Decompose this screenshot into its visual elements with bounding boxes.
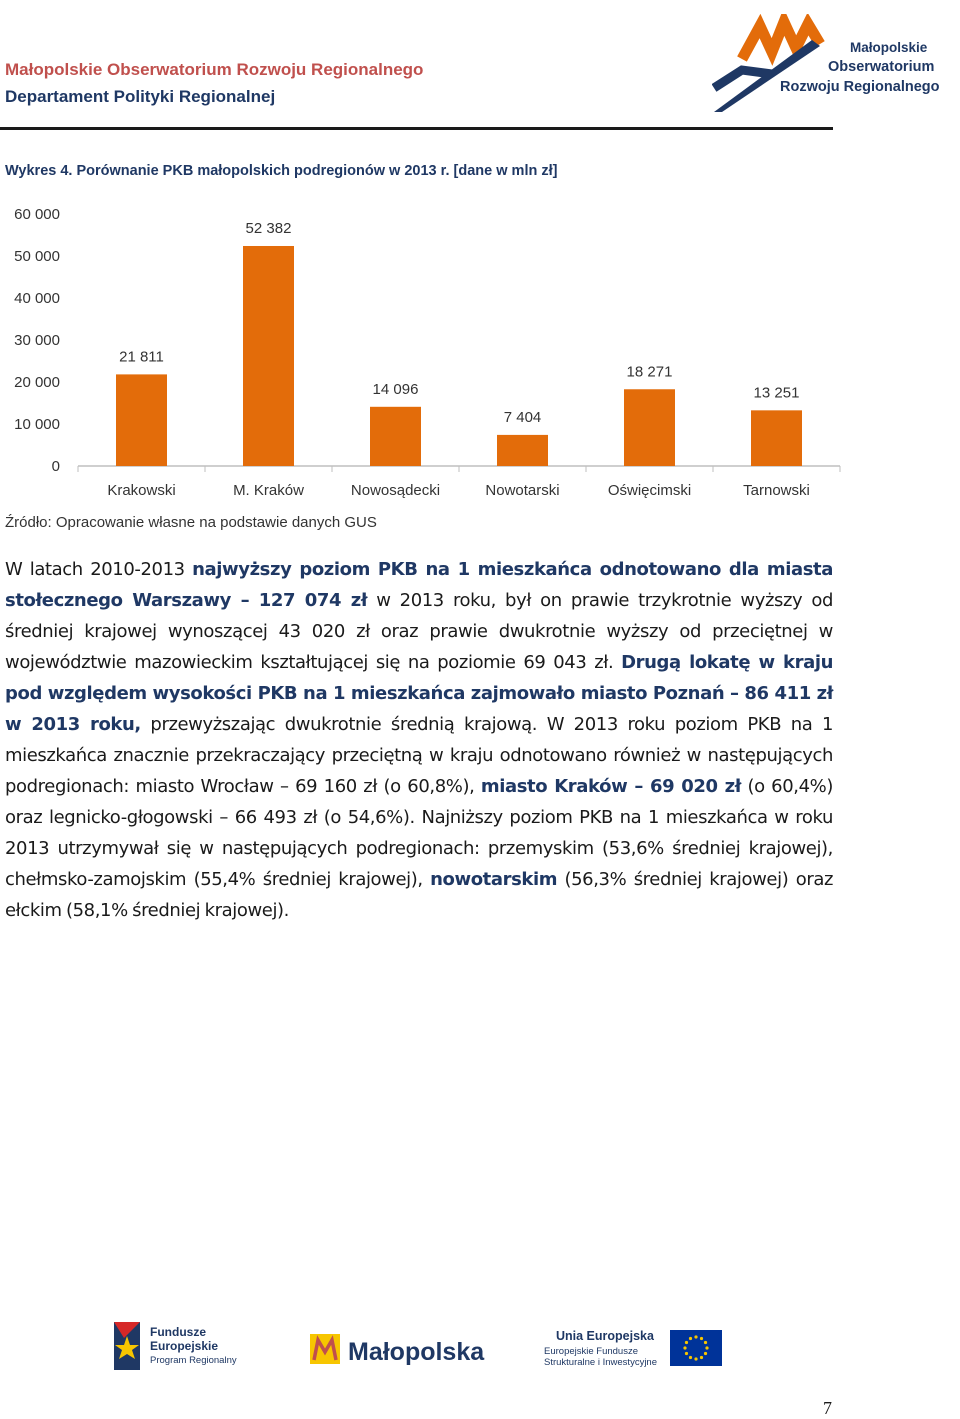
page-number: 7 xyxy=(823,1398,832,1418)
body-text-5: (56,3% średniej krajowej) oraz ełckim (58,1% średniej krajowej). xyxy=(5,869,833,921)
eu-star-icon xyxy=(694,1357,697,1360)
bar-2 xyxy=(370,407,421,466)
eu-star-icon xyxy=(704,1341,707,1344)
fundusze-europejskie-logo xyxy=(114,1322,237,1370)
x-tick-label: M. Kraków xyxy=(233,482,304,499)
malopolska-logo xyxy=(310,1334,485,1366)
chart-source: Źródło: Opracowanie własne na podstawie danych GUS xyxy=(5,514,377,531)
body-paragraph xyxy=(5,554,833,926)
header-rule xyxy=(0,127,833,130)
bar-4 xyxy=(624,389,675,466)
ue-line-3: Strukturalne i Inwestycyjne xyxy=(544,1357,657,1368)
y-tick-label: 50 000 xyxy=(14,248,60,265)
body-text-bold-3: miasto Kraków – 69 020 zł xyxy=(480,776,741,797)
y-tick-label: 60 000 xyxy=(14,206,60,223)
ue-line-1: Unia Europejska xyxy=(556,1329,654,1343)
eu-star-icon xyxy=(685,1341,688,1344)
y-tick-label: 20 000 xyxy=(14,374,60,391)
fe-line-3: Program Regionalny xyxy=(150,1355,237,1366)
body-text-4: (o 60,4%) oraz legnicko-głogowski – 66 493 zł (o 54,6%). Najniższy poziom PKB na 1 mieszkańca w roku 2013 utrzymywał się w następujących podregionach: przemyskim (53,6% średniej krajowej), chełmsko-zamojskim (55,4% średniej krajowej), xyxy=(5,776,833,890)
ue-line-2: Europejskie Fundusze xyxy=(544,1346,638,1357)
eu-star-icon xyxy=(685,1352,688,1355)
body-text-2: w 2013 roku, był on prawie trzykrotnie wyższy od średniej krajowej wynoszącej 43 020 zł oraz prawie dwukrotnie wyższy od przeciętnej w województwie mazowieckim kształtującej się na poziomie 69 043 zł. xyxy=(5,590,833,673)
x-tick-label: Oświęcimski xyxy=(607,482,692,499)
y-tick-label: 10 000 xyxy=(14,416,60,433)
eu-star-icon xyxy=(683,1346,686,1349)
data-label: 52 382 xyxy=(245,219,292,237)
header-organization: Małopolskie Obserwatorium Rozwoju Regionalnego xyxy=(5,60,424,79)
body-text-3: przewyższając dwukrotnie średnią krajową. W 2013 roku poziom PKB na 1 mieszkańca znacznie przekraczający przeciętną w kraju odnotowano również w następujących podregionach: miasto Wrocław – 69 160 zł (o 60,8%), xyxy=(5,714,833,797)
body-text-bold-1: najwyższy poziom PKB na 1 mieszkańca odnotowano dla miasta stołecznego Warszawy – 127 074 zł xyxy=(5,559,833,611)
body-text-bold-4: nowotarskim xyxy=(430,869,558,890)
eu-star-icon xyxy=(705,1346,708,1349)
body-text-bold-2: Drugą lokatę w kraju pod względem wysokości PKB na 1 mieszkańca zajmowało miasto Poznań – 86 411 zł w 2013 roku, xyxy=(5,652,833,735)
fe-line-2: Europejskie xyxy=(150,1339,219,1353)
bar-5 xyxy=(751,410,802,466)
data-label: 21 811 xyxy=(119,348,164,366)
data-label: 14 096 xyxy=(372,380,419,398)
body-text-1: W latach 2010-2013 xyxy=(5,559,193,580)
bar-1 xyxy=(243,246,294,466)
logo-line-2: Obserwatorium xyxy=(828,59,935,75)
chart-caption: Wykres 4. Porównanie PKB małopolskich podregionów w 2013 r. [dane w mln zł] xyxy=(5,163,558,179)
bar-3 xyxy=(497,435,548,466)
logo-line-3: Rozwoju Regionalnego xyxy=(780,79,940,95)
data-label: 13 251 xyxy=(753,384,800,402)
y-tick-label: 40 000 xyxy=(14,290,60,307)
y-tick-label: 0 xyxy=(51,458,60,475)
x-tick-label: Krakowski xyxy=(107,482,176,499)
header-department: Departament Polityki Regionalnej xyxy=(5,87,276,106)
logo-line-1: Małopolskie xyxy=(850,40,928,55)
x-tick-label: Nowotarski xyxy=(485,482,560,499)
bar-chart xyxy=(0,195,850,505)
eu-star-icon xyxy=(689,1337,692,1340)
fe-line-1: Fundusze xyxy=(150,1325,206,1339)
eu-star-icon xyxy=(700,1356,703,1359)
bar-0 xyxy=(116,374,167,466)
eu-star-icon xyxy=(704,1352,707,1355)
malopolska-text: Małopolska xyxy=(348,1338,485,1366)
eu-star-icon xyxy=(700,1337,703,1340)
data-label: 7 404 xyxy=(503,408,542,426)
eu-star-icon xyxy=(689,1356,692,1359)
unia-europejska-logo xyxy=(544,1329,722,1368)
x-tick-label: Nowosądecki xyxy=(350,482,441,499)
data-label: 18 271 xyxy=(626,363,673,381)
footer-logos xyxy=(110,1318,730,1374)
y-tick-label: 30 000 xyxy=(14,332,60,349)
eu-star-icon xyxy=(694,1335,697,1338)
x-tick-label: Tarnowski xyxy=(743,482,810,499)
